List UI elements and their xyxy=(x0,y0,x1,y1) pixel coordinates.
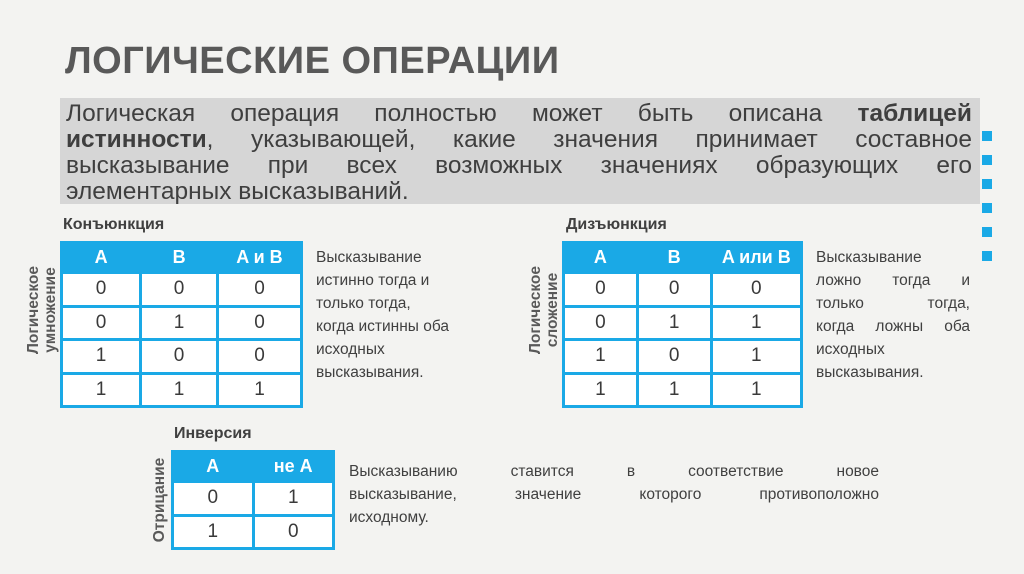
side-label-line: Логическое xyxy=(527,266,544,355)
square-bullet xyxy=(982,251,992,261)
desc-line: исходному. xyxy=(349,509,429,526)
table-cell: 0 xyxy=(217,340,301,374)
desc-line: когда истинны оба xyxy=(316,318,449,335)
table-cell: 1 xyxy=(637,306,711,340)
inversion-title: Инверсия xyxy=(174,425,252,442)
disjunction-table xyxy=(562,241,803,408)
conjunction-description xyxy=(316,246,486,384)
square-bullet xyxy=(982,227,992,237)
desc-line: когда ложны оба xyxy=(816,318,970,335)
inversion-side-label xyxy=(151,445,171,555)
table-cell: 1 xyxy=(711,373,801,407)
header-cell: B xyxy=(637,243,711,273)
slide-title: ЛОГИЧЕСКИЕ ОПЕРАЦИИ xyxy=(65,40,560,82)
desc-line: только тогда, xyxy=(816,295,970,312)
header-cell: A xyxy=(62,243,141,273)
table-cell: 0 xyxy=(173,482,254,516)
table-cell: 0 xyxy=(217,306,301,340)
square-bullet xyxy=(982,203,992,213)
desc-line: Высказыванию ставится в соответствие новое xyxy=(349,463,879,480)
table-cell: 1 xyxy=(62,340,141,374)
intro-line4: элементарных высказываний. xyxy=(66,178,409,205)
desc-line: исходных xyxy=(816,341,885,358)
table-cell: 0 xyxy=(637,273,711,307)
table-cell: 1 xyxy=(711,340,801,374)
inversion-table xyxy=(171,450,335,550)
table-cell: 0 xyxy=(564,273,638,307)
table-cell: 1 xyxy=(637,373,711,407)
intro-text xyxy=(60,98,980,204)
table-cell: 1 xyxy=(141,373,218,407)
table-cell: 0 xyxy=(141,273,218,307)
side-label-line: Отрицание xyxy=(151,457,168,543)
square-bullet xyxy=(982,155,992,165)
desc-line: исходных xyxy=(316,341,385,358)
desc-line: высказывания. xyxy=(816,364,924,381)
table-cell: 0 xyxy=(564,306,638,340)
square-bullet xyxy=(982,131,992,141)
desc-line: Высказывание xyxy=(816,249,922,266)
square-bullet xyxy=(982,179,992,189)
header-cell: A xyxy=(173,452,254,482)
table-cell: 0 xyxy=(62,306,141,340)
table-cell: 1 xyxy=(62,373,141,407)
header-cell: A xyxy=(564,243,638,273)
table-cell: 1 xyxy=(253,482,334,516)
desc-line: высказывания. xyxy=(316,364,424,381)
intro-line2-bold: истинности xyxy=(66,126,207,153)
conjunction-title: Конъюнкция xyxy=(63,216,165,233)
conjunction-side-label xyxy=(25,255,61,365)
header-cell: A и B xyxy=(217,243,301,273)
desc-line: Высказывание xyxy=(316,249,422,266)
conjunction-table xyxy=(60,241,303,408)
table-cell: 1 xyxy=(711,306,801,340)
side-label-line: умножение xyxy=(42,267,59,353)
table-cell: 0 xyxy=(141,340,218,374)
desc-line: ложно тогда и xyxy=(816,272,970,289)
table-cell: 1 xyxy=(564,373,638,407)
table-cell: 1 xyxy=(217,373,301,407)
table-cell: 0 xyxy=(253,515,334,549)
intro-line1-text: Логическая операция полностью может быть описана xyxy=(66,100,858,127)
header-cell: A или B xyxy=(711,243,801,273)
table-cell: 0 xyxy=(711,273,801,307)
decorative-squares xyxy=(982,131,993,275)
desc-line: высказывание, значение которого противоположно xyxy=(349,486,879,503)
table-cell: 1 xyxy=(564,340,638,374)
desc-line: только тогда, xyxy=(316,295,411,312)
table-cell: 1 xyxy=(141,306,218,340)
table-cell: 0 xyxy=(62,273,141,307)
intro-line3: высказывание при всех возможных значениях образующих его xyxy=(66,152,972,179)
side-label-line: сложение xyxy=(544,272,561,348)
side-label-line: Логическое xyxy=(25,266,42,355)
header-cell: B xyxy=(141,243,218,273)
intro-line1-bold: таблицей xyxy=(857,100,972,127)
intro-line2-text: , указывающей, какие значения принимает составное xyxy=(206,126,972,153)
header-cell: не A xyxy=(253,452,334,482)
table-cell: 0 xyxy=(217,273,301,307)
desc-line: истинно тогда и xyxy=(316,272,430,289)
inversion-description xyxy=(349,460,879,529)
disjunction-title: Дизъюнкция xyxy=(566,216,667,233)
disjunction-side-label xyxy=(527,255,563,365)
table-cell: 0 xyxy=(637,340,711,374)
disjunction-description xyxy=(816,246,970,384)
table-cell: 1 xyxy=(173,515,254,549)
